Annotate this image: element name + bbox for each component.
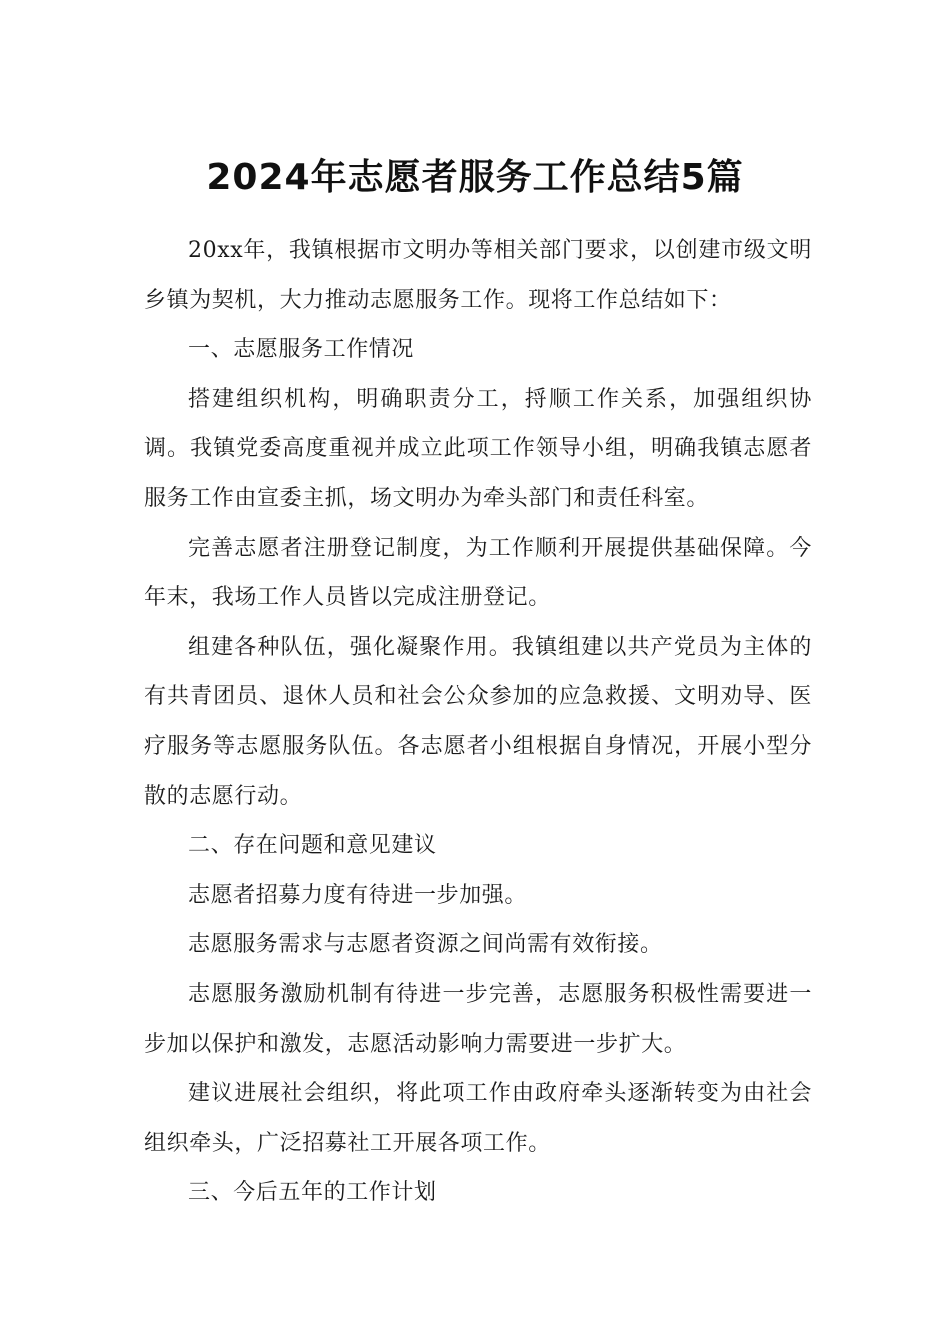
section-heading-2: 二、存在问题和意见建议: [188, 833, 437, 859]
paragraph-organization: 搭建组织机构，明确职责分工，捋顺工作关系，加强组织协调。我镇党委高度重视并成立此项工作领导小组，明确我镇志愿者服务工作由宣委主抓，场文明办为牵头部门和责任科室。: [144, 386, 812, 511]
section-heading-1: 一、志愿服务工作情况: [188, 337, 415, 363]
document-body: [144, 226, 812, 1218]
paragraph-issue-recruitment: 志愿者招募力度有待进一步加强。: [188, 882, 528, 908]
document-title: 2024年志愿者服务工作总结5篇: [206, 157, 744, 199]
paragraph-registration: 完善志愿者注册登记制度，为工作顺利开展提供基础保障。今年末，我场工作人员皆以完成注册登记。: [144, 535, 812, 611]
section-heading-3: 三、今后五年的工作计划: [188, 1180, 437, 1206]
paragraph-suggestion: 建议进展社会组织，将此项工作由政府牵头逐渐转变为由社会组织牵头，广泛招募社工开展各项工作。: [144, 1081, 812, 1156]
paragraph-intro: 20xx年，我镇根据市文明办等相关部门要求，以创建市级文明乡镇为契机，大力推动志愿服务工作。现将工作总结如下：: [144, 238, 812, 313]
paragraph-issue-matching: 志愿服务需求与志愿者资源之间尚需有效衔接。: [188, 932, 663, 958]
paragraph-issue-incentive: 志愿服务激励机制有待进一步完善，志愿服务积极性需要进一步加以保护和激发，志愿活动影响力需要进一步扩大。: [144, 981, 812, 1057]
paragraph-teams: 组建各种队伍，强化凝聚作用。我镇组建以共产党员为主体的有共青团员、退休人员和社会公众参加的应急救援、文明劝导、医疗服务等志愿服务队伍。各志愿者小组根据自身情况，开展小型分散的志愿行动。: [144, 634, 812, 809]
